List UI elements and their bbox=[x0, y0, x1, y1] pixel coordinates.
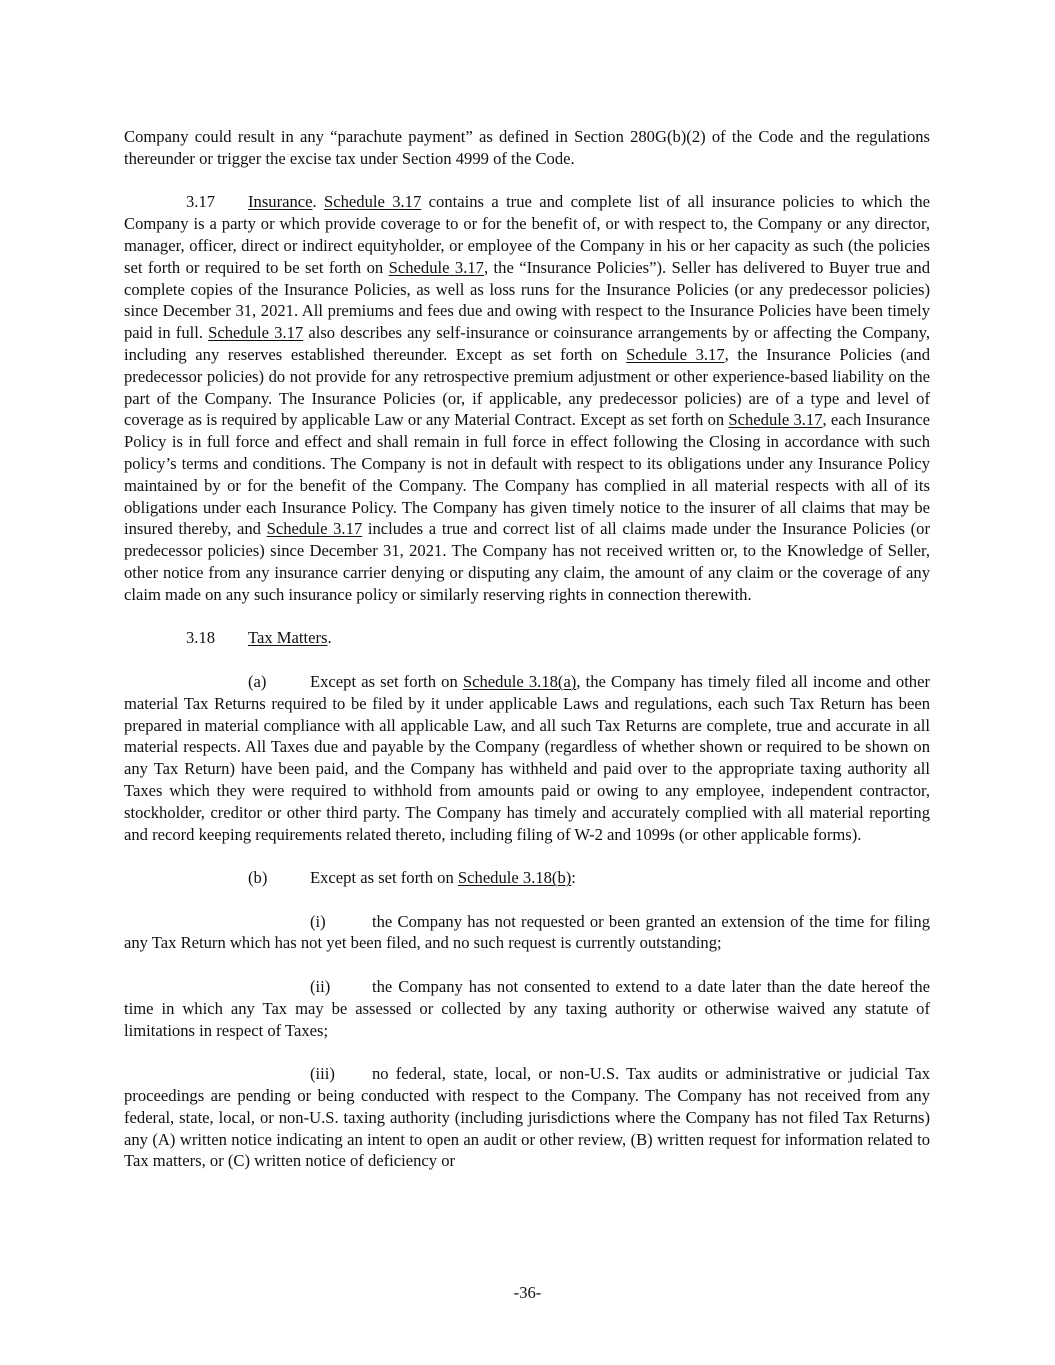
body-text: no federal, state, local, or non-U.S. Tax audits or administrative or judicial Tax proceedings are pending or being conducted with respect to the Company. The Company has not received from any federal, state, local, or non-U.S. taxing authority (including jurisdictions where the Company has not filed Tax Returns) any (A) written notice indicating an intent to open an audit or other review, (B) written request for information related to Tax matters, or (C) written notice of deficiency or bbox=[124, 1064, 930, 1171]
page-number: -36- bbox=[513, 1283, 542, 1302]
clause-i bbox=[124, 911, 930, 955]
schedule-reference: Schedule 3.17 bbox=[388, 257, 484, 277]
schedule-reference: Schedule 3.18(b) bbox=[457, 868, 572, 888]
body-text: includes a true and correct list of all claims made under the Insurance Policies (or predecessor policies) since December 31, 2021. The Company has not received written or, to the Knowledge of Seller, other notice from any insurance carrier denying or disputing any claim, the amount of any claim or the coverage of any claim made on any such insurance policy or similarly reserving rights in connection therewith. bbox=[124, 519, 930, 604]
body-text: , the Company has timely filed all income and other material Tax Returns required to be filed by it under applicable Laws and regulations, each such Tax Return has been prepared in material compliance with all applicable Law, and all such Tax Returns are complete, true and accurate in all material respects. All Taxes due and payable by the Company (regardless of whether shown or required to be shown on any Tax Return) have been paid, and the Company has withheld and paid over to the appropriate taxing authority all Taxes which they were required to withhold from amounts paid or owing to any employee, independent contractor, stockholder, creditor or other third party. The Company has timely and accurately complied with all material reporting and record keeping requirements related thereto, including filing of W-2 and 1099s (or other applicable forms). bbox=[124, 671, 930, 844]
subsection-number: (a) bbox=[248, 671, 267, 691]
body-text: , the Insurance Policies (and predecessor policies) do not provide for any retrospective premium adjustment or other experience-based liability on the part of the Company. The Insurance Policies (or, if applicable, any predecessor policies) are of a type and level of coverage as is required by applicable Law or any Material Contract. Except as set forth on bbox=[124, 344, 930, 430]
section-heading: Insurance bbox=[248, 192, 313, 212]
continued-paragraph: Company could result in any “parachute payment” as defined in Section 280G(b)(2) of the Code and the regulations thereunder or trigger the excise tax under Section 4999 of the Code. bbox=[124, 127, 930, 168]
body-text: the Company has not requested or been granted an extension of the time for filing any Tax Return which has not yet been filed, and no such request is currently outstanding; bbox=[124, 911, 930, 953]
body-text: contains a true and complete list of all insurance policies to which the Company is a party or which provide coverage to or for the benefit of, or with respect to, the Company or any director, manager, officer, direct or indirect equityholder, or employee of the Company in his or her capacity as such (the policies set forth or required to be set forth on bbox=[124, 192, 931, 277]
schedule-reference: Schedule 3.17 bbox=[626, 344, 725, 364]
body-text: , the “Insurance Policies”). Seller has delivered to Buyer true and complete copies of the Insurance Policies, as well as loss runs for the Insurance Policies (or any predecessor policies) since December 31, 2021. All premiums and fees due and owing with respect to the Insurance Policies have been timely paid in full. bbox=[124, 257, 931, 343]
schedule-reference: Schedule 3.17 bbox=[266, 519, 363, 539]
clause-number: (ii) bbox=[310, 977, 331, 997]
heading-punctuation: . bbox=[327, 628, 332, 648]
clause-number: (iii) bbox=[310, 1064, 335, 1084]
section-3-17-insurance bbox=[124, 191, 930, 605]
subsection-b bbox=[124, 867, 930, 889]
body-text: the Company has not consented to extend to a date later than the date hereof the time in which any Tax may be assessed or collected by any taxing authority or otherwise waived any statute of limitations in respect of Taxes; bbox=[124, 977, 930, 1040]
clause-iii bbox=[124, 1063, 930, 1172]
schedule-reference: Schedule 3.17 bbox=[208, 323, 304, 343]
schedule-reference: Schedule 3.18(a) bbox=[462, 671, 577, 691]
body-text: also describes any self-insurance or coinsurance arrangements by or affecting the Company, including any reserves established thereunder. Except as set forth on bbox=[124, 323, 930, 364]
subsection-number: (b) bbox=[248, 868, 268, 888]
body-text: Except as set forth on bbox=[310, 671, 463, 691]
section-3-18-tax-matters bbox=[124, 627, 930, 649]
clause-ii bbox=[124, 976, 930, 1041]
body-text: Except as set forth on bbox=[310, 868, 458, 888]
subsection-a bbox=[124, 671, 930, 845]
schedule-reference: Schedule 3.17 bbox=[728, 410, 823, 430]
clause-number: (i) bbox=[310, 911, 326, 931]
heading-punctuation: . bbox=[312, 192, 325, 212]
body-text: : bbox=[571, 868, 576, 888]
body-text: , each Insurance Policy is in full force and effect and shall remain in full force in effect following the Closing in accordance with such policy’s terms and conditions. The Company is not in default with respect to its obligations under any Insurance Policy maintained by or for the benefit of the Company. The Company has complied in all material respects with all of its obligations under each Insurance Policy. The Company has given timely notice to the insurer of all claims that may be insured thereby, and bbox=[124, 410, 930, 539]
document-page bbox=[124, 126, 930, 1172]
section-number: 3.17 bbox=[186, 192, 216, 212]
section-heading: Tax Matters bbox=[248, 628, 328, 648]
section-number: 3.18 bbox=[186, 628, 216, 648]
schedule-reference: Schedule 3.17 bbox=[324, 192, 422, 212]
